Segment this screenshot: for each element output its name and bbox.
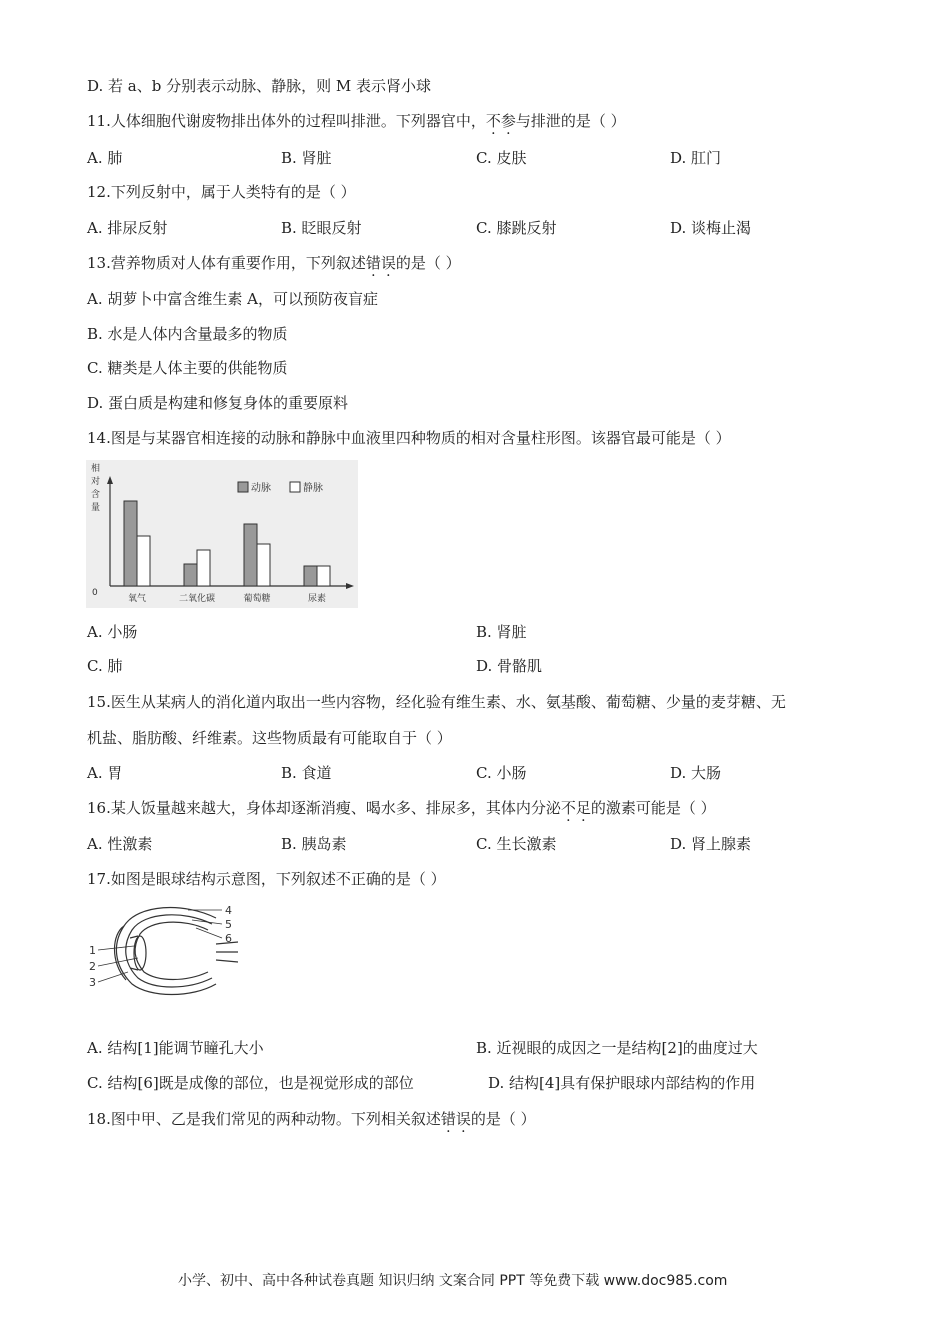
q13-stem	[87, 253, 461, 273]
category-label-4: 尿素	[307, 594, 327, 604]
legend-label-vein: 静脉	[303, 483, 323, 494]
pointer-6	[196, 928, 222, 938]
q10-option-d: D. 若 a、b 分别表示动脉、静脉，则 M 表示肾小球	[87, 77, 432, 95]
label-6: 6	[225, 932, 232, 945]
q12-stem: 12.下列反射中，属于人类特有的是（ ）	[87, 183, 356, 201]
q14-stem: 14.图是与某器官相连接的动脉和静脉中血液里四种物质的相对含量柱形图。该器官最可能是（ ）	[87, 429, 731, 447]
label-3: 3	[89, 976, 96, 989]
q16-stem	[87, 798, 716, 818]
q16-emphasis-2: 足	[575, 799, 591, 817]
q15-option-d: D. 大肠	[670, 764, 722, 782]
legend-label-artery: 动脉	[251, 483, 271, 494]
q15-option-b: B. 食道	[281, 764, 332, 782]
bar-artery-3	[244, 524, 257, 586]
q15-stem-line-2: 机盐、脂肪酸、纤维素。这些物质最有可能取自于（ ）	[87, 729, 452, 747]
eyeball-diagram	[88, 900, 240, 1000]
q11-option-a: A. 肺	[87, 149, 123, 167]
q16-option-d: D. 肾上腺素	[670, 835, 752, 853]
q16-stem-pre: 16.某人饭量越来越大，身体却逐渐消瘦、喝水多、排尿多，其体内分泌	[87, 799, 561, 817]
q15-stem-line-1: 15.医生从某病人的消化道内取出一些内容物，经化验有维生素、水、氨基酸、葡萄糖、少量的麦芽糖、无	[87, 693, 786, 711]
label-1: 1	[89, 944, 96, 957]
q11-stem-pre: 11.人体细胞代谢废物排出体外的过程叫排泄。下列器官中，	[87, 112, 486, 130]
y-axis-zero: 0	[92, 588, 98, 598]
q14-option-a: A. 小肠	[87, 623, 138, 641]
q13-emphasis-2: 误	[380, 254, 396, 272]
q16-option-b: B. 胰岛素	[281, 835, 347, 853]
category-label-2: 二氧化碳	[178, 594, 216, 604]
q11-option-d: D. 肛门	[670, 149, 722, 167]
q16-stem-post: 的激素可能是（ ）	[590, 799, 716, 817]
bar-artery-1	[124, 501, 137, 586]
page-footer: 小学、初中、高中各种试卷真题 知识归纳 文案合同 PPT 等免费下载 www.doc985.com	[178, 1273, 728, 1289]
ylabel-char-1: 相	[91, 464, 101, 474]
legend-swatch-vein	[290, 482, 300, 492]
bar-vein-2	[197, 550, 210, 586]
q11-option-b: B. 肾脏	[281, 149, 332, 167]
q17-option-c: C. 结构[6]既是成像的部位，也是视觉形成的部位	[87, 1074, 414, 1092]
q17-option-a: A. 结构[1]能调节瞳孔大小	[87, 1039, 264, 1057]
q18-emphasis-2: 误	[455, 1110, 471, 1128]
q18-stem-pre: 18.图中甲、乙是我们常见的两种动物。下列相关叙述	[87, 1110, 441, 1128]
q13-option-c: C. 糖类是人体主要的供能物质	[87, 359, 288, 377]
q14-option-d: D. 骨骼肌	[476, 657, 543, 675]
q15-option-a: A. 胃	[87, 764, 123, 782]
q12-option-b: B. 眨眼反射	[281, 219, 362, 237]
q12-option-c: C. 膝跳反射	[476, 219, 557, 237]
label-5: 5	[225, 918, 232, 931]
q13-emphasis-1: 错	[365, 254, 381, 272]
bar-artery-2	[184, 564, 197, 586]
q13-option-b: B. 水是人体内含量最多的物质	[87, 325, 288, 343]
q17-option-b: B. 近视眼的成因之一是结构[2]的曲度过大	[476, 1039, 758, 1057]
ylabel-char-3: 含	[91, 490, 101, 500]
pointer-5	[192, 920, 222, 924]
q11-emphasis-2: 参	[500, 112, 516, 130]
category-label-1: 氧气	[127, 594, 147, 604]
q11-stem-post: 与排泄的是（ ）	[515, 112, 626, 130]
q18-stem	[87, 1109, 536, 1129]
q16-option-c: C. 生长激素	[476, 835, 557, 853]
legend-swatch-artery	[238, 482, 248, 492]
q16-emphasis-1: 不	[560, 799, 576, 817]
q18-stem-post: 的是（ ）	[470, 1110, 536, 1128]
label-2: 2	[89, 960, 96, 973]
bar-vein-1	[137, 536, 150, 586]
q14-option-c: C. 肺	[87, 657, 123, 675]
q15-option-c: C. 小肠	[476, 764, 527, 782]
bar-vein-3	[257, 544, 270, 586]
optic-nerve	[216, 942, 238, 962]
q13-option-a: A. 胡萝卜中富含维生素 A，可以预防夜盲症	[87, 290, 378, 308]
ylabel-char-2: 对	[91, 477, 101, 487]
eye-sclera-outer	[116, 908, 216, 995]
label-4: 4	[225, 904, 232, 917]
q17-option-d: D. 结构[4]具有保护眼球内部结构的作用	[488, 1074, 756, 1092]
q12-option-d: D. 谈梅止渴	[670, 219, 752, 237]
ylabel-char-4: 量	[91, 503, 101, 513]
bar-artery-4	[304, 566, 317, 586]
q13-stem-post: 的是（ ）	[395, 254, 461, 272]
q13-stem-pre: 13.营养物质对人体有重要作用，下列叙述	[87, 254, 366, 272]
q11-stem	[87, 111, 626, 131]
q14-bar-chart	[86, 460, 358, 608]
q14-option-b: B. 肾脏	[476, 623, 527, 641]
q12-option-a: A. 排尿反射	[87, 219, 168, 237]
q17-stem: 17.如图是眼球结构示意图，下列叙述不正确的是（ ）	[87, 870, 446, 888]
category-label-3: 葡萄糖	[243, 594, 271, 604]
q13-option-d: D. 蛋白质是构建和修复身体的重要原料	[87, 394, 349, 412]
bar-vein-4	[317, 566, 330, 586]
q11-option-c: C. 皮肤	[476, 149, 527, 167]
q11-emphasis-1: 不	[485, 112, 501, 130]
q16-option-a: A. 性激素	[87, 835, 153, 853]
q18-emphasis-1: 错	[440, 1110, 456, 1128]
